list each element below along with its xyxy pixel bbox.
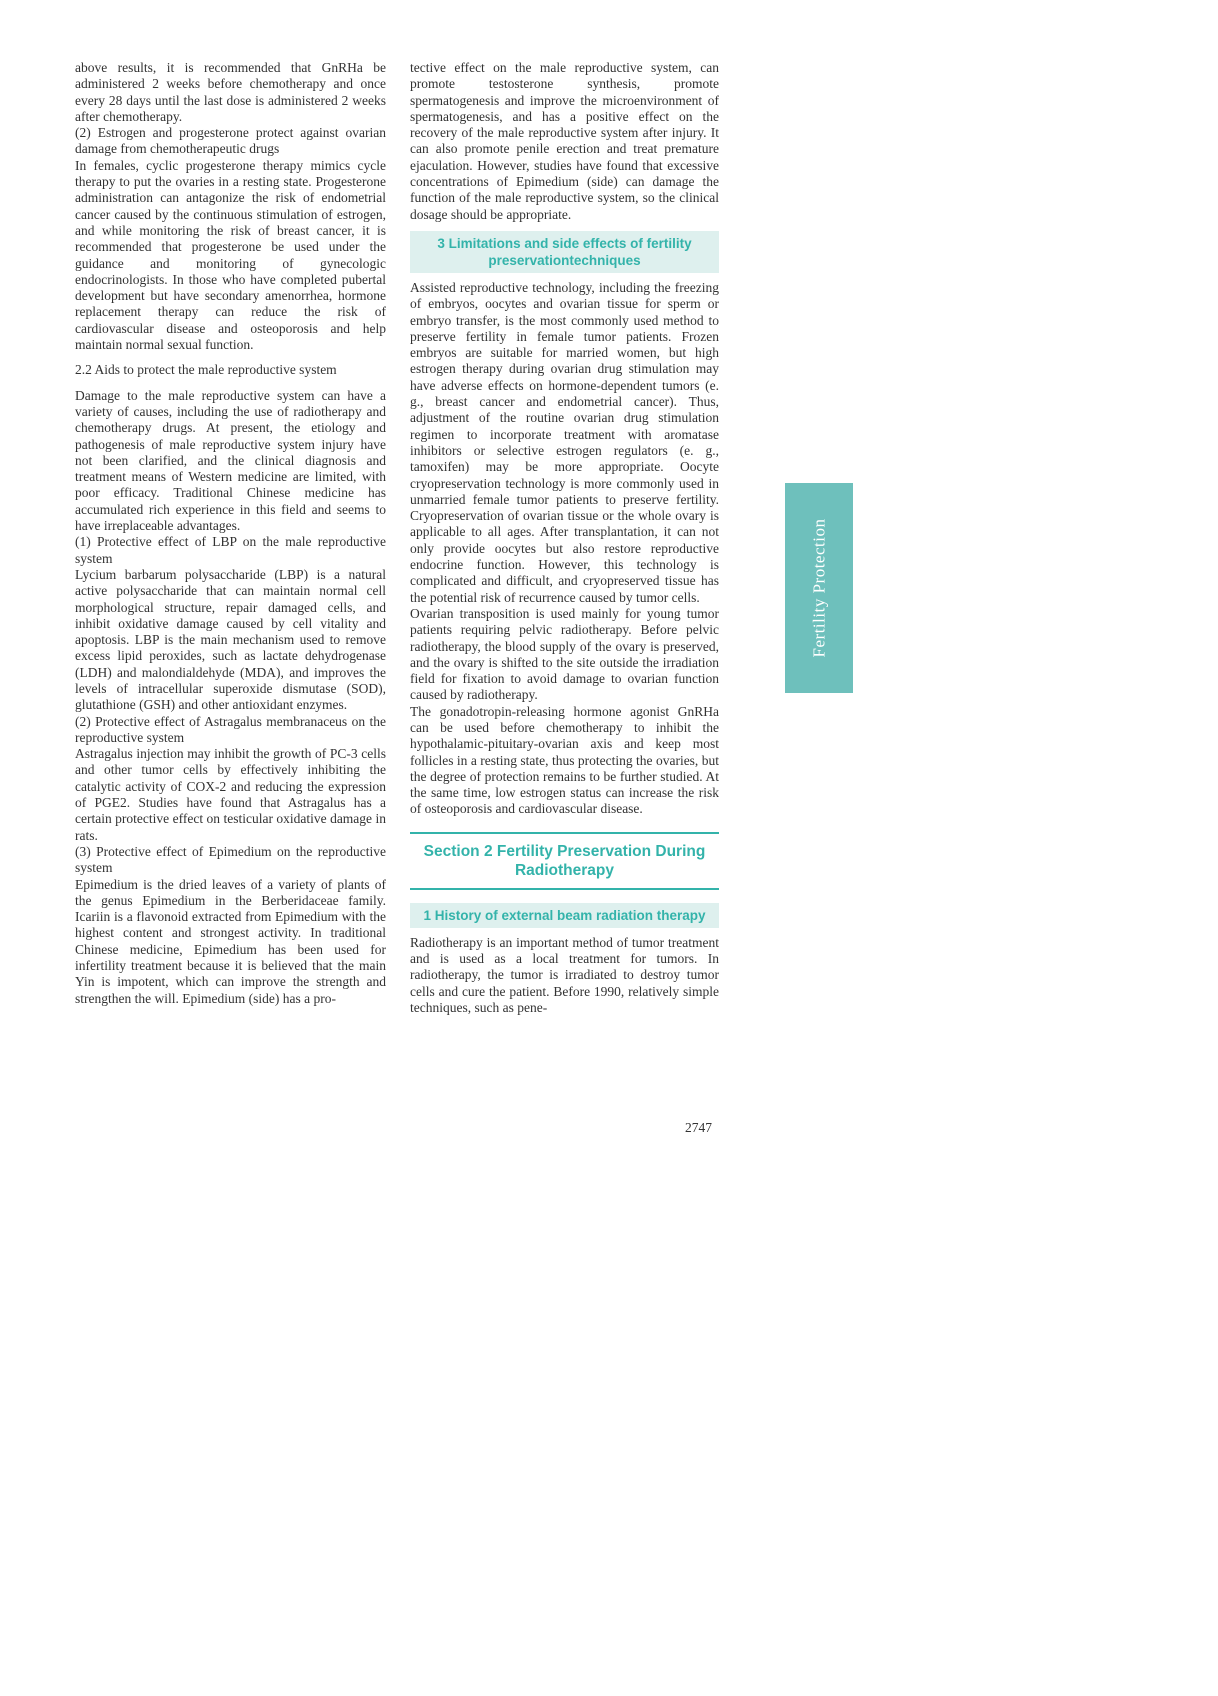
body-paragraph: Ovarian transposition is used mainly for young tumor patients requiring pelvic radiotherapy. Before pelvic radiotherapy, the blood supply of the ovary is preserved, and the ovary is shifted to the site outside the irradiation field for fixation to avoid damage to ovarian function caused by radiotherapy. (410, 605, 719, 703)
chapter-edge-tab-label: Fertility Protection (809, 518, 828, 658)
section-title-line: Radiotherapy (514, 861, 615, 879)
banner-line: 3 Limitations and side effects of fertility (437, 235, 692, 251)
body-paragraph: tective effect on the male reproductive system, can promote testosterone synthesis, promote spermatogenesis and improve the microenvironment of spermatogenesis, and has a positive effect on the recovery of the male reproductive system after injury. It can also promote penile erection and treat premature ejaculation. However, studies have found that excessive concentrations of Epimedium (side) can damage the function of the male reproductive system, so the clinical dosage should be appropriate. (410, 60, 719, 222)
section-heading (410, 832, 719, 890)
left-column (75, 60, 386, 1007)
body-paragraph: The gonadotropin-releasing hormone agonist GnRHa can be used before chemotherapy to inhibit the hypothalamic-pituitary-ovarian axis and keep most follicles in a resting state, thus protecting the ovaries, but the degree of protection remains to be further studied. At the same time, low estrogen status can increase the risk of osteoporosis and cardiovascular disease. (410, 703, 719, 817)
body-paragraph: (1) Protective effect of LBP on the male reproductive system (75, 534, 386, 566)
body-paragraph: Astragalus injection may inhibit the growth of PC-3 cells and other tumor cells by effectively inhibiting the catalytic activity of COX-2 and reducing the expression of PGE2. Studies have found that Astragalus has a certain protective effect on testicular oxidative damage in rats. (75, 746, 386, 843)
body-paragraph: Lycium barbarum polysaccharide (LBP) is a natural active polysaccharide that can maintain normal cell morphological structure, repair damaged cells, and inhibit oxidative damage caused by cell vitality and apoptosis. LBP is the main mechanism used to remove excess lipid peroxides, such as lactate dehydrogenase (LDH) and malondialdehyde (MDA), and improves the levels of intracellular superoxide dismutase (SOD), glutathione (GSH) and other antioxidant enzymes. (75, 566, 386, 713)
page-number: 2747 (685, 1120, 712, 1135)
section-title (410, 834, 719, 888)
body-paragraph: Radiotherapy is an important method of tumor treatment and is used as a local treatment for tumors. In radiotherapy, the tumor is irradiated to destroy tumor cells and cure the patient. Before 1990, relatively simple techniques, such as pene- (410, 934, 719, 1015)
numbered-section-banner (410, 231, 719, 273)
body-paragraph: Assisted reproductive technology, including the freezing of embryos, oocytes and ovarian tissue for sperm or embryo transfer, is the most commonly used method to preserve fertility in female tumor patients. Frozen embryos are suitable for married women, but high estrogen therapy during ovarian drug stimulation may have adverse effects on hormone-dependent tumors (e. g., breast cancer and endometrial cancer). Thus, adjustment of the routine ovarian drug stimulation regimen to incorporate treatment with aromatase inhibitors or selective estrogen regulators (e. g., tamoxifen) may be more appropriate. Oocyte cryopreservation technology is more commonly used in unmarried female tumor patients to preserve fertility. Cryopreservation of ovarian tissue or the whole ovary is applicable to all ages. After transplantation, it can not only provide oocytes but also restore reproductive endocrine function. However, this technology is complicated and difficult, and cryopreserved tissue has the potential risk of recurrence caused by tumor cells. (410, 279, 719, 605)
body-paragraph: Epimedium is the dried leaves of a variety of plants of the genus Epimedium in the Berberidaceae family. Icariin is a flavonoid extracted from Epimedium with the highest content and strongest activity. In traditional Chinese medicine, Epimedium has been used for infertility treatment because it is believed that the main Yin is impotent, which can improve the strength and strengthen the will. Epimedium (side) has a pro- (75, 876, 386, 1006)
right-column (410, 60, 719, 1016)
body-paragraph: (2) Protective effect of Astragalus membranaceus on the reproductive system (75, 713, 386, 745)
body-paragraph: (2) Estrogen and progesterone protect against ovarian damage from chemotherapeutic drugs (75, 125, 386, 157)
body-paragraph: In females, cyclic progesterone therapy mimics cycle therapy to put the ovaries in a resting state. Progesterone administration can antagonize the risk of endometrial cancer caused by the continuous stimulation of estrogen, and while monitoring the risk of breast cancer, it is recommended that progesterone be used under the guidance and monitoring of gynecologic endocrinologists. In those who have completed pubertal development but have secondary amenorrhea, hormone replacement therapy can reduce the risk of cardiovascular disease and osteoporosis and help maintain normal sexual function. (75, 157, 386, 353)
body-paragraph: Damage to the male reproductive system can have a variety of causes, including the use of radiotherapy and chemotherapy drugs. At present, the etiology and pathogenesis of male reproductive system injury have not been clarified, and the clinical diagnosis and treatment means of Western medicine are limited, with poor efficacy. Traditional Chinese medicine has accumulated rich experience in this field and seems to have irreplaceable advantages. (75, 387, 386, 534)
section-title-line: Section 2 Fertility Preservation During (423, 842, 706, 860)
body-paragraph: above results, it is recommended that GnRHa be administered 2 weeks before chemotherapy and once every 28 days until the last dose is administered 2 weeks after chemotherapy. (75, 60, 386, 124)
subsection-heading: 2.2 Aids to protect the male reproductive system (75, 362, 337, 378)
body-paragraph: (3) Protective effect of Epimedium on the reproductive system (75, 843, 386, 876)
numbered-section-banner: 1 History of external beam radiation therapy (410, 903, 719, 928)
section-rule-bottom (410, 888, 719, 890)
chapter-edge-tab (785, 483, 853, 693)
banner-line: preservationtechniques (488, 252, 641, 268)
